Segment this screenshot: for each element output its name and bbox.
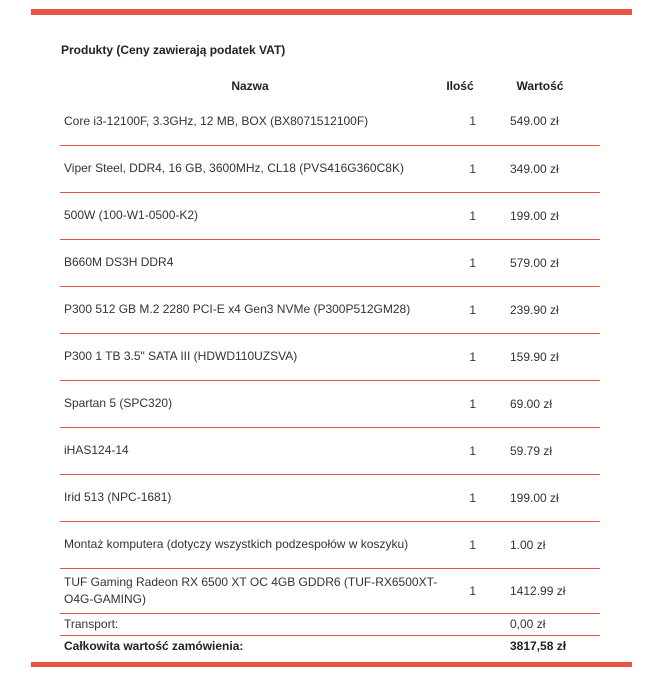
table-row xyxy=(60,145,600,192)
bottom-accent-bar xyxy=(31,662,632,667)
table-row xyxy=(60,192,600,239)
total-row xyxy=(60,635,600,657)
table-row xyxy=(60,239,600,286)
item-name: 500W (100-W1-0500-K2) xyxy=(60,192,440,239)
item-value: 1.00 zł xyxy=(480,521,600,568)
item-name: P300 1 TB 3.5" SATA III (HDWD110UZSVA) xyxy=(60,333,440,380)
item-value: 239.90 zł xyxy=(480,286,600,333)
item-value: 69.00 zł xyxy=(480,380,600,427)
section-title: Produkty (Ceny zawierają podatek VAT) xyxy=(61,43,286,57)
table-row xyxy=(60,380,600,427)
order-table xyxy=(60,74,600,657)
table-row xyxy=(60,286,600,333)
item-qty: 1 xyxy=(440,474,480,521)
item-value: 1412.99 zł xyxy=(480,568,600,613)
total-label: Całkowita wartość zamówienia: xyxy=(64,638,244,653)
item-qty: 1 xyxy=(440,98,480,145)
total-qty-empty xyxy=(440,635,480,657)
column-header-value: Wartość xyxy=(516,79,564,93)
item-qty: 1 xyxy=(440,286,480,333)
item-qty: 1 xyxy=(440,521,480,568)
shipping-row xyxy=(60,613,600,635)
item-name: Core i3-12100F, 3.3GHz, 12 MB, BOX (BX8071512100F) xyxy=(60,98,440,145)
item-name: B660M DS3H DDR4 xyxy=(60,239,440,286)
column-header-name: Nazwa xyxy=(231,79,269,93)
item-value: 199.00 zł xyxy=(480,192,600,239)
item-value: 349.00 zł xyxy=(480,145,600,192)
item-name: Viper Steel, DDR4, 16 GB, 3600MHz, CL18 (PVS416G360C8K) xyxy=(60,145,440,192)
item-qty: 1 xyxy=(440,192,480,239)
table-row xyxy=(60,98,600,145)
table-row xyxy=(60,333,600,380)
item-name: Spartan 5 (SPC320) xyxy=(60,380,440,427)
total-value: 3817,58 zł xyxy=(510,639,567,654)
top-accent-bar xyxy=(31,9,632,15)
item-name: TUF Gaming Radeon RX 6500 XT OC 4GB GDDR6 (TUF-RX6500XT-O4G-GAMING) xyxy=(60,568,440,613)
item-value: 549.00 zł xyxy=(480,98,600,145)
table-row xyxy=(60,427,600,474)
item-name: P300 512 GB M.2 2280 PCI-E x4 Gen3 NVMe (P300P512GM28) xyxy=(60,286,440,333)
item-name: Irid 513 (NPC-1681) xyxy=(60,474,440,521)
table-row xyxy=(60,521,600,568)
item-qty: 1 xyxy=(440,239,480,286)
table-row xyxy=(60,568,600,613)
item-value: 199.00 zł xyxy=(480,474,600,521)
shipping-label: Transport: xyxy=(60,613,440,635)
column-header-qty: Ilość xyxy=(446,79,474,93)
item-name: iHAS124-14 xyxy=(60,427,440,474)
item-qty: 1 xyxy=(440,145,480,192)
table-header-row xyxy=(60,74,600,98)
item-value: 579.00 zł xyxy=(480,239,600,286)
shipping-qty-empty xyxy=(440,613,480,635)
item-value: 59.79 zł xyxy=(480,427,600,474)
item-qty: 1 xyxy=(440,568,480,613)
item-value: 159.90 zł xyxy=(480,333,600,380)
item-qty: 1 xyxy=(440,427,480,474)
item-qty: 1 xyxy=(440,380,480,427)
table-row xyxy=(60,474,600,521)
item-qty: 1 xyxy=(440,333,480,380)
item-name: Montaż komputera (dotyczy wszystkich podzespołów w koszyku) xyxy=(60,521,440,568)
shipping-value: 0,00 zł xyxy=(480,613,600,635)
